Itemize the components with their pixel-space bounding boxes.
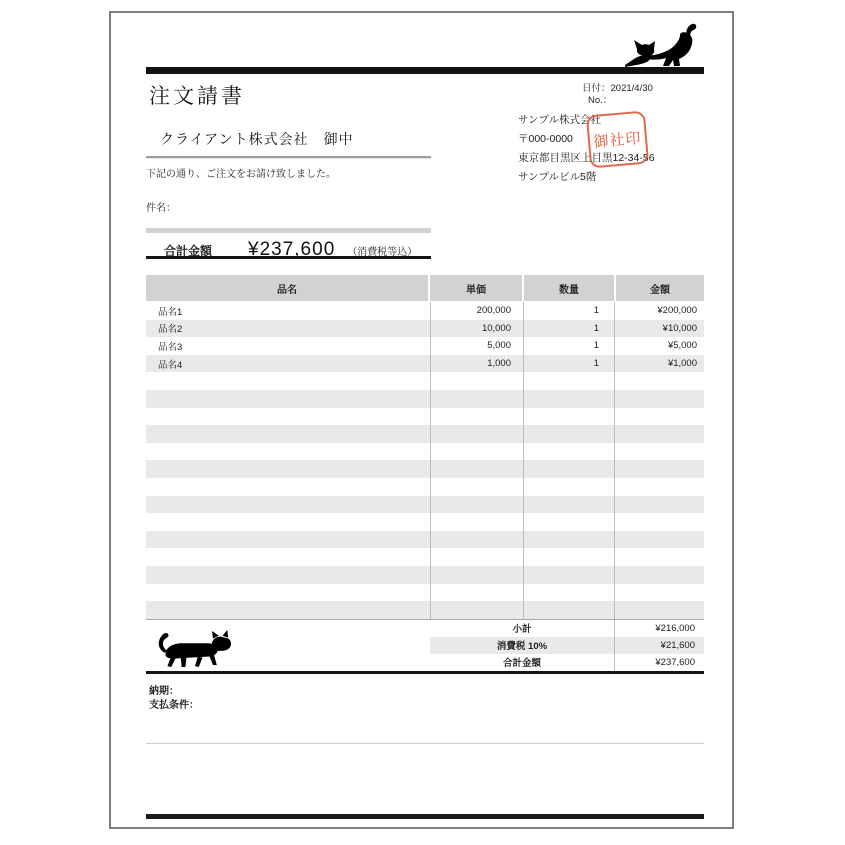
amount-cell: ¥5,000 <box>614 337 704 355</box>
item-cell: 品名4 <box>158 359 183 371</box>
table-row <box>146 337 704 355</box>
top-rule-bar <box>146 67 704 74</box>
qty-cell: 1 <box>523 302 614 320</box>
greeting-text: 下記の通り、ご注文をお請け致しました。 <box>146 169 336 180</box>
item-cell: 品名1 <box>158 306 183 318</box>
payment-label: 支払条件： <box>149 700 199 711</box>
subject-label: 件名： <box>146 203 176 214</box>
subtotal-label: 小計 <box>512 624 532 636</box>
header-item: 品名 <box>146 275 428 301</box>
footer-thin-rule <box>146 743 704 744</box>
empty-table-row <box>146 584 704 602</box>
sender-company: サンプル株式会社 <box>518 114 602 126</box>
total-box-note: （消費税等込） <box>347 247 418 258</box>
empty-table-row <box>146 496 704 514</box>
page-title: 注文請書 <box>149 85 245 108</box>
bottom-rule-bar <box>146 814 704 819</box>
empty-table-row <box>146 513 704 531</box>
table-row <box>146 302 704 320</box>
empty-table-row <box>146 566 704 584</box>
tax-label: 消費税 10% <box>430 637 614 654</box>
stretching-cat-icon <box>623 22 703 68</box>
empty-table-row <box>146 478 704 496</box>
table-body <box>146 302 704 619</box>
grand-total-amount: ¥237,600 <box>614 654 704 671</box>
tax-amount: ¥21,600 <box>614 637 704 654</box>
sender-address-2: サンプルビル5階 <box>518 171 597 183</box>
empty-table-row <box>146 548 704 566</box>
client-name: クライアント株式会社 御中 <box>146 129 431 158</box>
delivery-label: 納期： <box>149 686 179 697</box>
empty-table-row <box>146 460 704 478</box>
subtotal-amount: ¥216,000 <box>614 620 704 637</box>
date-value: 2021/4/30 <box>610 83 653 94</box>
number-label: No.： <box>588 95 613 106</box>
header-amount: 金額 <box>616 275 704 301</box>
qty-cell: 1 <box>523 337 614 355</box>
amount-cell: ¥200,000 <box>614 302 704 320</box>
items-table <box>146 275 704 674</box>
amount-cell: ¥1,000 <box>614 355 704 373</box>
empty-table-row <box>146 390 704 408</box>
sender-postal: 〒000-0000 <box>518 133 573 145</box>
company-stamp: 御社印 <box>586 111 649 169</box>
footer-terms <box>149 685 199 713</box>
item-cell: 品名2 <box>158 324 183 336</box>
price-cell: 10,000 <box>430 320 523 338</box>
empty-table-row <box>146 425 704 443</box>
date-line <box>582 83 653 95</box>
table-row <box>146 355 704 373</box>
empty-table-row <box>146 601 704 619</box>
price-cell: 200,000 <box>430 302 523 320</box>
date-number-block <box>582 83 653 107</box>
sender-address-1: 東京都目黒区上目黒12-34-56 <box>518 152 655 164</box>
grand-total-label: 合計金額 <box>502 658 541 670</box>
qty-cell: 1 <box>523 355 614 373</box>
header-unit-price: 単価 <box>430 275 522 301</box>
date-label: 日付： <box>582 83 611 94</box>
empty-table-row <box>146 372 704 390</box>
item-cell: 品名3 <box>158 341 183 353</box>
table-header-row <box>146 275 704 301</box>
empty-table-row <box>146 531 704 549</box>
total-box-amount: ¥237,600 <box>248 239 336 260</box>
number-line <box>582 95 653 107</box>
price-cell: 5,000 <box>430 337 523 355</box>
table-row <box>146 320 704 338</box>
header-quantity: 数量 <box>524 275 614 301</box>
empty-table-row <box>146 443 704 461</box>
grand-total-box <box>146 228 431 259</box>
empty-table-row <box>146 408 704 426</box>
qty-cell: 1 <box>523 320 614 338</box>
price-cell: 1,000 <box>430 355 523 373</box>
amount-cell: ¥10,000 <box>614 320 704 338</box>
total-box-label: 合計金額 <box>164 244 213 258</box>
document-page <box>109 11 734 829</box>
walking-cat-icon <box>153 630 235 668</box>
